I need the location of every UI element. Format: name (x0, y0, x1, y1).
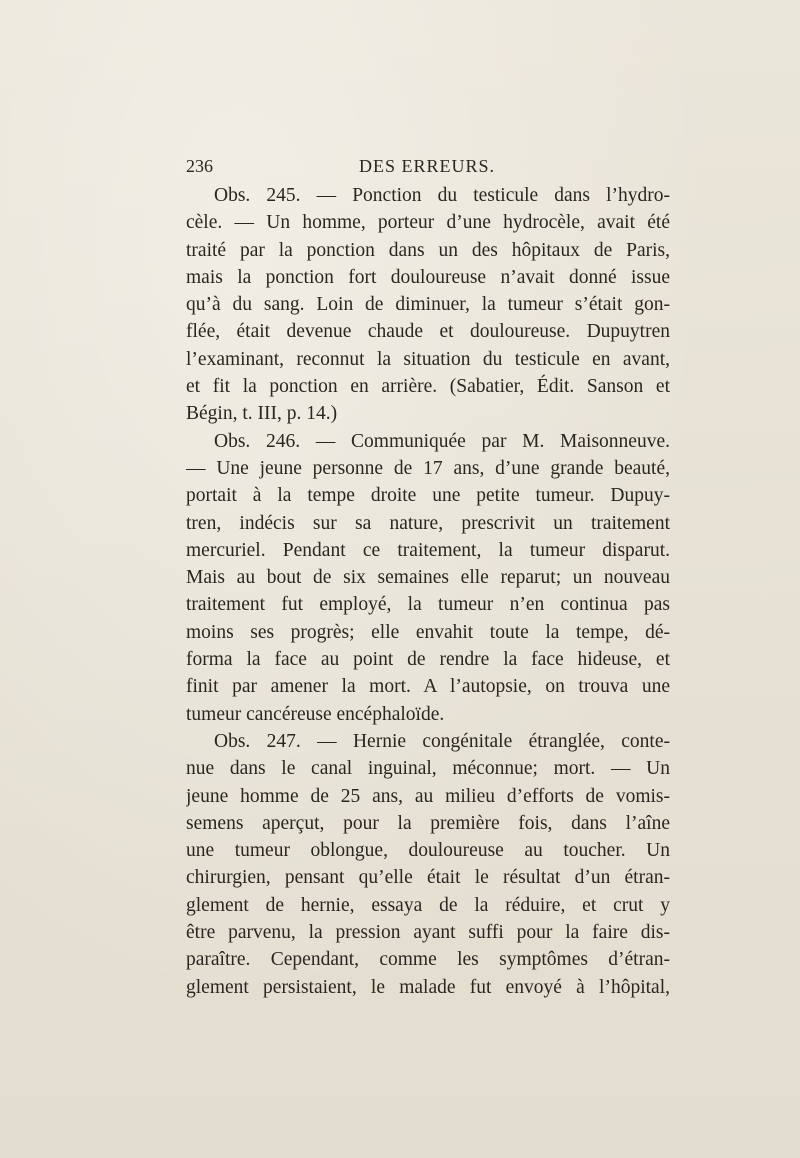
text-line: cèle. — Un homme, porteur d’une hydrocèle, avait été (186, 212, 670, 234)
text-line: tumeur cancéreuse encéphaloïde. (186, 703, 445, 725)
text-line: flée, était devenue chaude et douloureuse. Dupuytren (186, 321, 670, 343)
text-line: semens aperçut, pour la première fois, dans l’aîne (186, 812, 670, 834)
text-line: Obs. 247. — Hernie congénitale étranglée, conte- (214, 730, 670, 752)
text-line: qu’à du sang. Loin de diminuer, la tumeur s’était gon- (186, 294, 670, 316)
text-line: paraître. Cependant, comme les symptômes d’étran- (186, 949, 670, 971)
text-line: Obs. 246. — Communiquée par M. Maisonneuve. (214, 430, 670, 452)
text-line: portait à la tempe droite une petite tumeur. Dupuy- (186, 485, 670, 507)
text-line: mais la ponction fort douloureuse n’avait donné issue (186, 266, 670, 288)
page-header (186, 156, 668, 182)
text-line: jeune homme de 25 ans, au milieu d’efforts de vomis- (186, 785, 670, 807)
text-line: traitement fut employé, la tumeur n’en continua pas (186, 594, 670, 616)
text-line: glement de hernie, essaya de la réduire, et crut y (186, 894, 670, 916)
text-line: — Une jeune personne de 17 ans, d’une grande beauté, (186, 457, 670, 479)
text-line: glement persistaient, le malade fut envoyé à l’hôpital, (186, 976, 670, 998)
text-line: Mais au bout de six semaines elle reparut; un nouveau (186, 567, 670, 589)
page-number: 236 (186, 156, 213, 176)
text-line: l’examinant, reconnut la situation du testicule en avant, (186, 348, 670, 370)
text-line: forma la face au point de rendre la face hideuse, et (186, 649, 670, 671)
text-line: finit par amener la mort. A l’autopsie, on trouva une (186, 676, 670, 698)
text-line: être parvenu, la pression ayant suffi pour la faire dis- (186, 922, 670, 944)
body-text (186, 182, 670, 1001)
text-line: traité par la ponction dans un des hôpitaux de Paris, (186, 239, 670, 261)
text-line: chirurgien, pensant qu’elle était le résultat d’un étran- (186, 867, 670, 889)
running-head: DES ERREURS. (359, 156, 496, 176)
text-line: mercuriel. Pendant ce traitement, la tumeur disparut. (186, 539, 670, 561)
text-line: une tumeur oblongue, douloureuse au toucher. Un (186, 840, 670, 862)
text-line: tren, indécis sur sa nature, prescrivit un traitement (186, 512, 670, 534)
text-line: et fit la ponction en arrière. (Sabatier, Édit. Sanson et (186, 376, 670, 398)
text-line: nue dans le canal inguinal, méconnue; mort. — Un (186, 758, 670, 780)
text-line: Bégin, t. III, p. 14.) (186, 403, 338, 425)
text-line: Obs. 245. — Ponction du testicule dans l’hydro- (214, 185, 670, 206)
text-line: moins ses progrès; elle envahit toute la tempe, dé- (186, 621, 670, 643)
